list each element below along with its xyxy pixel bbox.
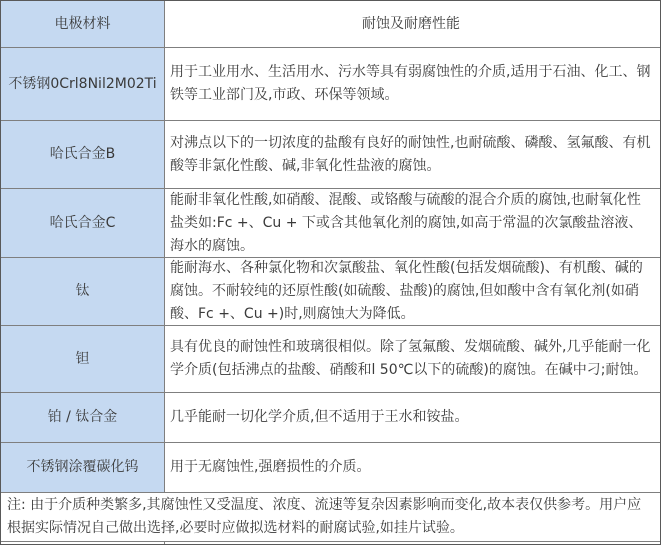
table-row	[1, 47, 660, 120]
material-cell: 哈氏合金B	[1, 121, 165, 188]
performance-cell: 用于工业用水、生活用水、污水等具有弱腐蚀性的介质,适用于石油、化工、钢铁等工业部门及,市政、环保等领域。	[165, 48, 660, 120]
table-row	[1, 120, 660, 188]
material-cell: 哈氏合金C	[1, 189, 165, 257]
table-note-row	[1, 492, 660, 541]
material-cell: 不锈钢涂覆碳化钨	[1, 443, 165, 492]
table-header-row	[1, 1, 660, 47]
table-row	[1, 392, 660, 442]
performance-cell: 具有优良的耐蚀性和玻璃很相似。除了氢氟酸、发烟硫酸、碱外,几乎能耐一化学介质(包括沸点的盐酸、硝酸和l 50℃以下的硫酸)的腐蚀。在碱中刁;耐蚀。	[165, 326, 660, 392]
table-row	[1, 325, 660, 392]
performance-cell: 用于无腐蚀性,强磨损性的介质。	[165, 443, 660, 492]
performance-cell: 能耐海水、各种氯化物和次氯酸盐、氧化性酸(包括发烟硫酸)、有机酸、碱的腐蚀。不耐较纯的还原性酸(如硫酸、盐酸)的腐蚀,但如酸中含有氧化剂(如硝酸、Fc +、Cu +)时,则腐蚀大为降低。	[165, 258, 660, 325]
performance-cell: 能耐非氧化性酸,如硝酸、混酸、或铬酸与硫酸的混合介质的腐蚀,也耐氧化性盐类如:Fc +、Cu + 下或含其他氧化剂的腐蚀,如高于常温的次氯酸盐溶液、海水的腐蚀。	[165, 189, 660, 257]
column-header-material: 电极材料	[1, 1, 165, 47]
note-cell: 注: 由于介质种类繁多,其腐蚀性又受温度、浓度、流速等复杂因素影响而变化,故本表仅供参考。用户应根据实际情况自己做出选择,必要时应做拟选材料的耐腐试验,如挂片试验。	[1, 493, 660, 541]
table-row	[1, 442, 660, 492]
partial-next-row	[1, 541, 660, 545]
performance-cell: 几乎能耐一切化学介质,但不适用于王水和铵盐。	[165, 393, 660, 442]
material-cell: 钽	[1, 326, 165, 392]
material-cell: 钛	[1, 258, 165, 325]
material-cell: 铂 / 钛合金	[1, 393, 165, 442]
table-row	[1, 257, 660, 325]
material-cell: 不锈钢0Crl8Nil2M02Ti	[1, 48, 165, 120]
table-row	[1, 188, 660, 257]
column-header-performance: 耐蚀及耐磨性能	[165, 1, 660, 47]
performance-cell: 对沸点以下的一切浓度的盐酸有良好的耐蚀性,也耐硫酸、磷酸、氢氟酸、有机酸等非氯化性酸、碱,非氧化性盐液的腐蚀。	[165, 121, 660, 188]
